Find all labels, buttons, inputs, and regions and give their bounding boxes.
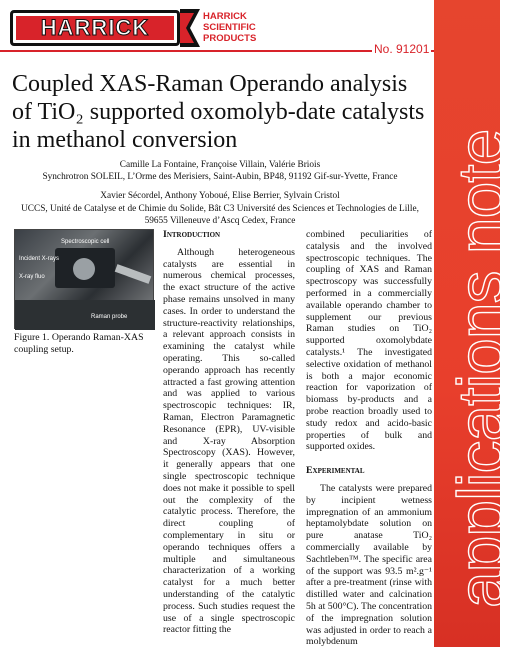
band-text: applications note	[444, 129, 518, 608]
harrick-logo	[10, 10, 180, 46]
figure-label: Raman probe	[91, 314, 128, 320]
figure-label: Incident X-rays	[19, 256, 60, 262]
introduction-heading: Introduction	[163, 229, 221, 240]
figure-label: Spectroscopic cell	[61, 239, 110, 245]
affiliation-1: Synchrotron SOLEIL, L’Orme des Merisiers, Saint-Aubin, BP48, 91192 Gif-sur-Yvette, France	[42, 172, 398, 182]
experimental-text: The catalysts were prepared by incipient wetness impregnation of an ammonium heptamolybdate solution on pure anatase TiO₂ commercially available by Sachtleben™. The specific area of the support was 93.5 m².g⁻¹ after a pre-treatment (rinse with distilled water and calcination 5h at 500°C). The concentration of the impregnation solution was adjusted in order to reach a molybdenum	[306, 482, 432, 648]
page-title: Coupled XAS-Raman Operando analysis of TiO₂ supported oxomolyb-date catalysts in methanol conversion	[12, 71, 425, 153]
logo-text: HARRICK	[40, 15, 150, 40]
experimental-heading: Experimental	[306, 465, 365, 477]
figure-label: X-ray fluo	[19, 274, 45, 280]
column-1	[163, 229, 295, 636]
authors-group-1: Camille La Fontaine, Françoise Villain, Valérie Briois	[119, 160, 321, 170]
setup-photo	[14, 229, 154, 329]
affiliation-2: UCCS, Unité de Catalyse et de Chimie du Solide, Bât C3 Université des Sciences et Technologies de Lille, 59655 Villeneuve d’Ascq Cedex, France	[21, 204, 419, 226]
authors-group-2: Xavier Sécordel, Anthony Yoboué, Elise Berrier, Sylvain Cristol	[100, 191, 340, 201]
figure-caption: Figure 1. Operando Raman-XAS coupling setup.	[14, 332, 144, 355]
column-2-text: combined peculiarities of catalysis and the involved spectroscopic techniques. The coupling of XAS and Raman spectroscopy was successfully performed in a commercially available operando chamber to supplement our previous Raman studies on TiO₂ supported oxomolybdate catalysts.¹ The investigated selective oxidation of methanol is both a major economic reaction for vaporization of biomass by-products and a probe reaction broadly used to study redox and acido-basic properties of bulk and supported oxides.	[306, 229, 432, 453]
introduction-text: Although heterogeneous catalysts are essential in numerous chemical processes, the exact structure of the active phase remains unsolved in many cases. In order to understand the structure-reactivity relationships, a relevant approach consists in examining the catalyst while operating. This so-called operando approach has recently attracted a fast growing attention and was applied to various spectroscopic techniques: IR, Raman, Electron Paramagnetic Resonance (EPR), UV-visible and X-ray Absorption Spectroscopy (XAS). However, it generally appears that one single spectroscopic technique does not make it possible to spell out the complexity of the catalytic process. Therefore, the direct coupling of complementary in situ or operando techniques offers a multiple and simultaneous characterization of a working catalyst for a much better understanding of the catalytic process. Such studies request the use of a single spectroscopic reactor fitting the	[163, 246, 295, 636]
brand-name: HARRICK SCIENTIFIC PRODUCTS	[203, 11, 257, 44]
logo-flag-icon	[180, 9, 200, 47]
column-2	[306, 229, 432, 648]
header-rule	[0, 50, 434, 52]
document-number: No. 91201	[374, 42, 430, 56]
applications-note-band	[434, 0, 518, 647]
